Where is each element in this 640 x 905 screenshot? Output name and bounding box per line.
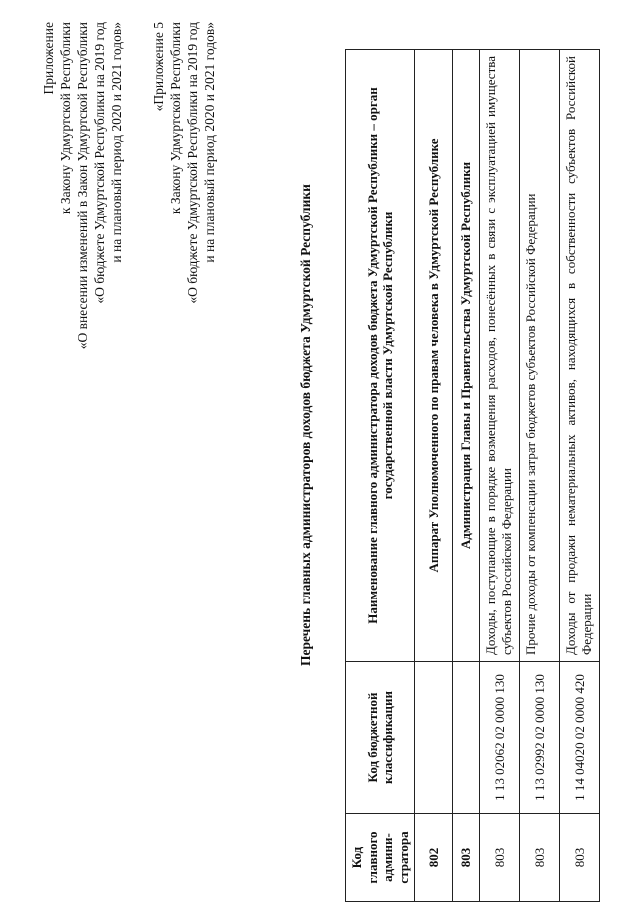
table-row xyxy=(560,50,600,902)
cell-admin-code: 803 xyxy=(520,814,560,902)
table-row xyxy=(453,50,480,902)
cell-admin-code: 803 xyxy=(560,814,600,902)
cell-admin-code: 802 xyxy=(415,814,453,902)
document-title: Перечень главных администраторов доходов бюджета Удмуртской Республики xyxy=(298,184,313,666)
cell-admin-name: Доходы от продажи нематериальных активов, находящихся в собственности субъектов Российской Федерации xyxy=(560,50,600,662)
appendix5-header xyxy=(150,22,218,582)
cell-budget-code xyxy=(453,662,480,814)
cell-budget-code xyxy=(415,662,453,814)
cell-budget-code: 1 14 04020 02 0000 420 xyxy=(560,662,600,814)
header-admin-code: Код главного админи-стратора xyxy=(346,814,415,902)
cell-admin-code: 803 xyxy=(480,814,520,902)
header-admin-name: Наименование главного администратора доходов бюджета Удмуртской Республики – орган государственной власти Удмуртской Республики xyxy=(346,50,415,662)
cell-admin-name: Аппарат Уполномоченного по правам человека в Удмуртской Республике xyxy=(415,50,453,662)
table-row xyxy=(520,50,560,902)
appendix5-line: и на плановый период 2020 и 2021 годов» xyxy=(202,22,217,263)
cell-budget-code: 1 13 02992 02 0000 130 xyxy=(520,662,560,814)
cell-admin-name: Доходы, поступающие в порядке возмещения расходов, понесённых в связи с эксплуатацией имущества субъектов Российской Федерации xyxy=(480,50,520,662)
appendix-line: к Закону Удмуртской Республики xyxy=(58,22,73,215)
appendix-header xyxy=(40,22,125,582)
table-row xyxy=(415,50,453,902)
table-row xyxy=(480,50,520,902)
cell-admin-name: Прочие доходы от компенсации затрат бюджетов субъектов Российской Федерации xyxy=(520,50,560,662)
appendix5-line: «Приложение 5 xyxy=(151,22,166,112)
appendix-line: Приложение xyxy=(41,22,56,95)
cell-budget-code: 1 13 02062 02 0000 130 xyxy=(480,662,520,814)
appendix-line: «О бюджете Удмуртской Республики на 2019 год xyxy=(92,22,107,304)
header-budget-code: Код бюджетной классификации xyxy=(346,662,415,814)
administrators-table xyxy=(345,49,600,902)
cell-admin-code: 803 xyxy=(453,814,480,902)
table-header-row xyxy=(346,50,415,902)
appendix5-line: «О бюджете Удмуртской Республики на 2019 год xyxy=(185,22,200,304)
appendix-line: и на плановый период 2020 и 2021 годов» xyxy=(109,22,124,263)
cell-admin-name: Администрация Главы и Правительства Удмуртской Республики xyxy=(453,50,480,662)
appendix-line: «О внесении изменений в Закон Удмуртской Республики xyxy=(75,22,90,350)
appendix5-line: к Закону Удмуртской Республики xyxy=(168,22,183,215)
